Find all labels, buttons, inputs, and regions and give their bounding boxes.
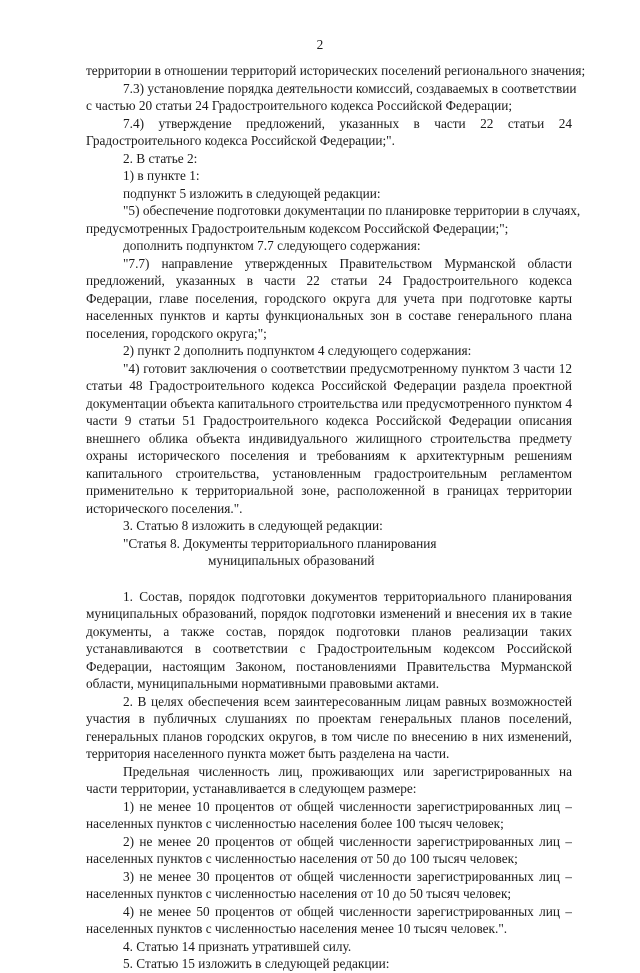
- text-line: дополнить подпунктом 7.7 следующего содержания:: [123, 238, 421, 253]
- text-line: предложений, указанных в части 22 статьи 24 Градостроительного кодекса: [86, 273, 572, 288]
- text-line: населенных пунктов с численностью населения более 100 тысяч человек;: [86, 816, 504, 831]
- text-line: 1. Состав, порядок подготовки документов территориального планирования: [123, 588, 572, 604]
- text-line: 5. Статью 15 изложить в следующей редакции:: [123, 956, 390, 971]
- spacer: [86, 570, 572, 588]
- text-line: части 9 статьи 51 Градостроительного кодекса Российской Федерации описания: [86, 413, 572, 428]
- text-line: устанавливаются в соответствии с Градостроительным кодексом Российской: [86, 641, 572, 656]
- text-line: "Статья 8. Документы территориального планирования: [123, 535, 437, 551]
- text-line: 2) пункт 2 дополнить подпунктом 4 следующего содержания:: [123, 343, 472, 358]
- text-line: поселения, городского округа;";: [86, 325, 267, 341]
- text-line: участия в публичных слушаниях по проектам генеральных планов поселений,: [86, 711, 572, 726]
- text-line: населенных пунктов и карты функциональных зон в составе генерального плана: [86, 308, 572, 323]
- text-line: населенных пунктов с численностью населения от 10 до 50 тысяч человек;: [86, 886, 512, 901]
- text-line: подпункт 5 изложить в следующей редакции:: [123, 185, 381, 201]
- page-number: 2: [316, 37, 324, 52]
- text-line: капитального строительства, установленным градостроительным регламентом: [86, 465, 572, 481]
- text-line: 4. Статью 14 признать утратившей силу.: [123, 938, 352, 954]
- text-line: исторического поселения.".: [86, 500, 243, 516]
- text-line: территории в отношении территорий исторических поселений регионального значения;: [86, 63, 586, 78]
- text-line: 2. В статье 2:: [123, 150, 198, 166]
- text-line: охраны исторического поселения и требованиям к архитектурным решениям: [86, 448, 572, 463]
- document-body: [86, 62, 586, 973]
- text-line: 2) не менее 20 процентов от общей численности зарегистрированных лиц –: [123, 833, 572, 849]
- text-line: области, муниципальными нормативными правовыми актами.: [86, 676, 440, 691]
- text-line: Федерации, настоящим Законом, постановлениями Правительства Мурманской: [86, 658, 572, 674]
- text-line: генеральных планов городских округов, в том числе по внесению в них изменений,: [86, 728, 572, 744]
- text-line: Предельная численность лиц, проживающих или зарегистрированных на: [123, 763, 572, 779]
- text-line: внешнего облика объекта индивидуального жилищного строительства предмету: [86, 430, 572, 446]
- text-line: населенных пунктов с численностью населения менее 10 тысяч человек.".: [86, 921, 508, 936]
- text-line: с частью 20 статьи 24 Градостроительного кодекса Российской Федерации;: [86, 98, 513, 113]
- text-line: Градостроительного кодекса Российской Федерации;".: [86, 133, 395, 148]
- text-line: 1) не менее 10 процентов от общей численности зарегистрированных лиц –: [123, 798, 572, 814]
- text-line: применительно к территориальной зоне, расположенной в границах территории: [86, 483, 572, 498]
- text-line: муниципальных образований: [208, 553, 375, 568]
- text-line: Федерации, главе поселения, городского округа для учета при подготовке карты: [86, 290, 572, 306]
- text-line: муниципальных образований, порядок подготовки изменений и внесения их в такие: [86, 606, 572, 621]
- text-line: населенных пунктов с численностью населения от 50 до 100 тысяч человек;: [86, 851, 518, 866]
- text-line: части территории, устанавливается в следующем размере:: [86, 781, 417, 796]
- text-line: документы, а также состав, порядок подготовки планов реализации таких: [86, 623, 572, 639]
- text-line: 7.4) утверждение предложений, указанных в части 22 статьи 24: [123, 115, 572, 131]
- text-line: 3. Статью 8 изложить в следующей редакции:: [123, 518, 383, 533]
- text-line: 2. В целях обеспечения всем заинтересованным лицам равных возможностей: [123, 693, 572, 709]
- text-line: документации объекта капитального строительства или предусмотренного пунктом 4: [86, 395, 572, 411]
- text-line: "7.7) направление утвержденных Правительством Мурманской области: [123, 255, 572, 271]
- text-line: "5) обеспечение подготовки документации по планировке территории в случаях,: [123, 203, 581, 218]
- text-line: территория населенного пункта может быть разделена на части.: [86, 746, 450, 761]
- text-line: предусмотренных Градостроительным кодексом Российской Федерации;";: [86, 220, 509, 236]
- text-line: 1) в пункте 1:: [123, 168, 200, 183]
- text-line: 4) не менее 50 процентов от общей численности зарегистрированных лиц –: [123, 903, 572, 919]
- text-line: "4) готовит заключения о соответствии предусмотренному пунктом 3 части 12: [123, 360, 572, 376]
- text-line: 3) не менее 30 процентов от общей численности зарегистрированных лиц –: [123, 868, 572, 884]
- text-line: статьи 48 Градостроительного кодекса Российской Федерации раздела проектной: [86, 378, 572, 393]
- text-line: 7.3) установление порядка деятельности комиссий, создаваемых в соответствии: [123, 80, 577, 96]
